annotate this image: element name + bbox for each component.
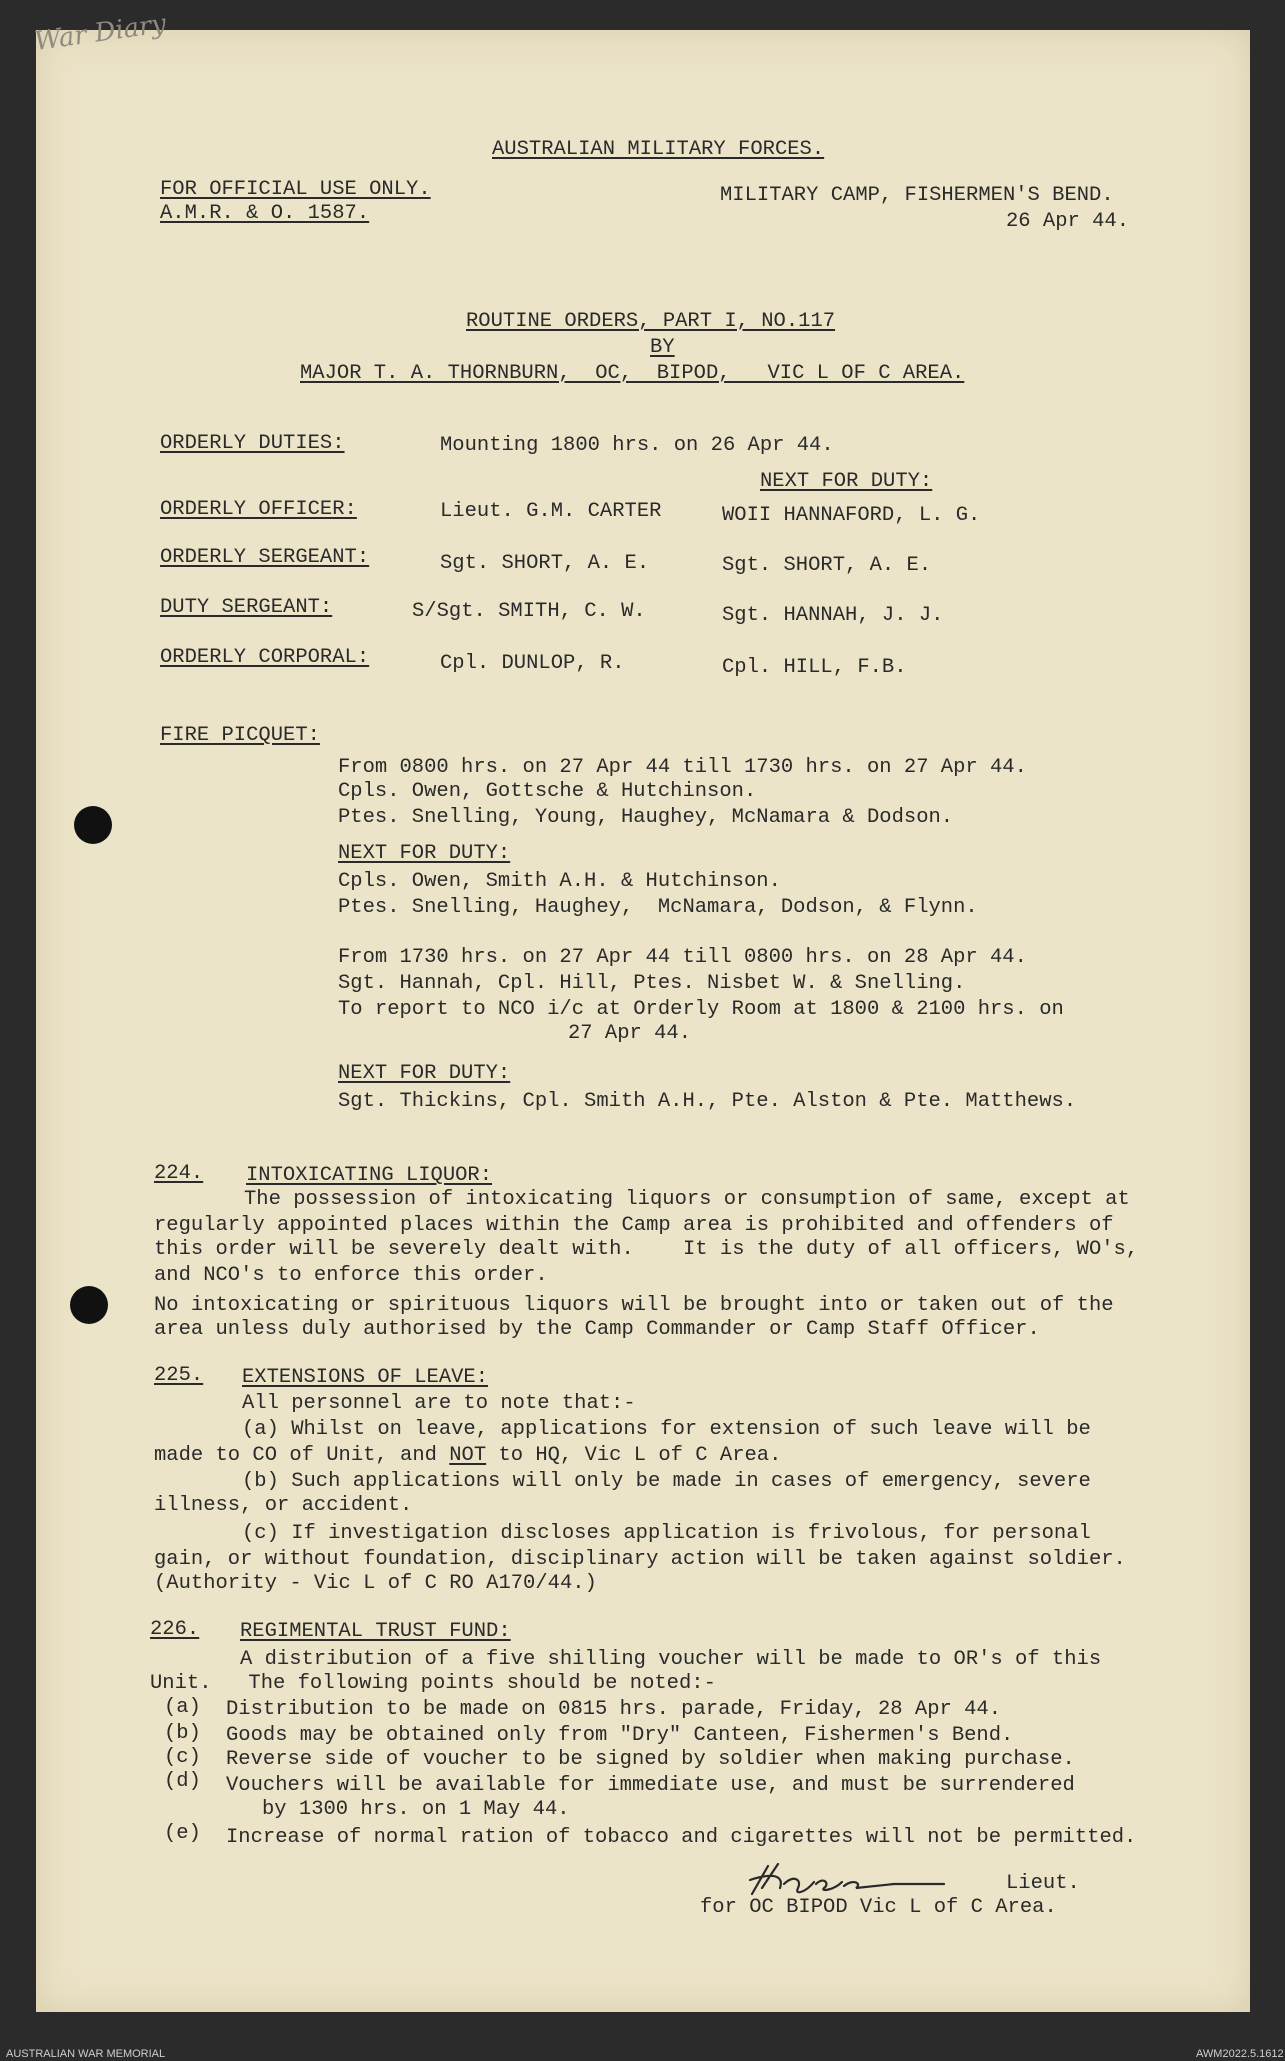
picquet-line: Sgt. Hannah, Cpl. Hill, Ptes. Nisbet W. & Snelling. <box>338 972 966 995</box>
picquet-line: Ptes. Snelling, Young, Haughey, McNamara & Dodson. <box>338 806 954 829</box>
signatory-line: for OC BIPOD Vic L of C Area. <box>700 1896 1057 1919</box>
handwritten-note: War Diary <box>32 8 168 58</box>
fire-picquet-heading: FIRE PICQUET: <box>160 724 320 747</box>
list-item: Vouchers will be available for immediate use, and must be surrendered <box>226 1774 1075 1797</box>
section-heading: EXTENSIONS OF LEAVE: <box>242 1366 489 1389</box>
list-item: by 1300 hrs. on 1 May 44. <box>262 1798 570 1821</box>
section-text: (c) If investigation discloses application is frivolous, for personal <box>242 1522 1091 1545</box>
list-item-mark: (e) <box>164 1822 201 1845</box>
camp-location: MILITARY CAMP, FISHERMEN'S BEND. <box>720 184 1114 207</box>
duty-current: Cpl. DUNLOP, R. <box>440 652 625 675</box>
section-text: A distribution of a five shilling voucher will be made to OR's of this <box>240 1648 1102 1671</box>
official-use-line: FOR OFFICIAL USE ONLY. <box>160 178 431 201</box>
section-text: All personnel are to note that:- <box>242 1392 636 1415</box>
duty-role: ORDERLY SERGEANT: <box>160 546 370 569</box>
section-text: this order will be severely dealt with. It is the duty of all officers, WO's, <box>154 1238 1139 1261</box>
orderly-duties-heading: ORDERLY DUTIES: <box>160 432 345 455</box>
section-number: 225. <box>154 1364 204 1387</box>
picquet-line: Cpls. Owen, Smith A.H. & Hutchinson. <box>338 870 781 893</box>
picquet-line: 27 Apr 44. <box>568 1022 692 1045</box>
duty-current: S/Sgt. SMITH, C. W. <box>412 600 646 623</box>
picquet-line: Sgt. Thickins, Cpl. Smith A.H., Pte. Alston & Pte. Matthews. <box>338 1090 1077 1113</box>
duty-role: ORDERLY CORPORAL: <box>160 646 370 669</box>
duty-next: Cpl. HILL, F.B. <box>722 656 907 679</box>
section-text: gain, or without foundation, disciplinary action will be taken against soldier. <box>154 1548 1126 1571</box>
signatory-rank: Lieut. <box>1006 1872 1080 1895</box>
list-item-mark: (a) <box>164 1696 201 1719</box>
orders-authority: MAJOR T. A. THORNBURN, OC, BIPOD, VIC L OF C AREA. <box>300 362 965 385</box>
section-text: made to CO of Unit, and NOT to HQ, Vic L of C Area. <box>154 1444 782 1467</box>
section-text: and NCO's to enforce this order. <box>154 1264 548 1287</box>
document-date: 26 Apr 44. <box>1006 210 1130 233</box>
section-heading: REGIMENTAL TRUST FUND: <box>240 1620 511 1643</box>
section-text: No intoxicating or spirituous liquors will be brought into or taken out of the <box>154 1294 1114 1317</box>
duty-current: Sgt. SHORT, A. E. <box>440 552 650 575</box>
duty-next: Sgt. HANNAH, J. J. <box>722 604 944 627</box>
list-item: Reverse side of voucher to be signed by soldier when making purchase. <box>226 1748 1075 1771</box>
section-heading: INTOXICATING LIQUOR: <box>246 1164 493 1187</box>
list-item-mark: (b) <box>164 1722 201 1745</box>
picquet-line: From 0800 hrs. on 27 Apr 44 till 1730 hrs. on 27 Apr 44. <box>338 756 1027 779</box>
section-text: (b) Such applications will only be made in cases of emergency, severe <box>242 1470 1091 1493</box>
picquet-line: To report to NCO i/c at Orderly Room at 1800 & 2100 hrs. on <box>338 998 1064 1021</box>
next-for-duty-label: NEXT FOR DUTY: <box>760 470 933 493</box>
next-for-duty-label: NEXT FOR DUTY: <box>338 842 511 865</box>
section-text: (Authority - Vic L of C RO A170/44.) <box>154 1572 597 1595</box>
section-number: 224. <box>154 1162 204 1185</box>
list-item: Increase of normal ration of tobacco and cigarettes will not be permitted. <box>226 1826 1137 1849</box>
regulation-ref: A.M.R. & O. 1587. <box>160 202 370 225</box>
section-text: area unless duly authorised by the Camp Commander or Camp Staff Officer. <box>154 1318 1040 1341</box>
section-text: illness, or accident. <box>154 1494 413 1517</box>
list-item-mark: (c) <box>164 1746 201 1769</box>
duty-role: DUTY SERGEANT: <box>160 596 333 619</box>
list-item-mark: (d) <box>164 1770 201 1793</box>
duty-current: Lieut. G.M. CARTER <box>440 500 662 523</box>
section-text: The possession of intoxicating liquors or consumption of same, except at <box>244 1188 1130 1211</box>
section-text: (a) Whilst on leave, applications for extension of such leave will be <box>242 1418 1091 1441</box>
punch-hole <box>70 1286 108 1324</box>
duty-role: ORDERLY OFFICER: <box>160 498 357 521</box>
next-for-duty-label: NEXT FOR DUTY: <box>338 1062 511 1085</box>
list-item: Distribution to be made on 0815 hrs. parade, Friday, 28 Apr 44. <box>226 1698 1002 1721</box>
picquet-line: From 1730 hrs. on 27 Apr 44 till 0800 hrs. on 28 Apr 44. <box>338 946 1027 969</box>
punch-hole <box>74 806 112 844</box>
section-number: 226. <box>150 1618 200 1641</box>
footer-accession: AWM2022.5.1612 <box>1196 2048 1284 2060</box>
orders-by: BY <box>650 336 675 359</box>
duty-next: Sgt. SHORT, A. E. <box>722 554 932 577</box>
duty-next: WOII HANNAFORD, L. G. <box>722 504 981 527</box>
mounting-line: Mounting 1800 hrs. on 26 Apr 44. <box>440 434 834 457</box>
list-item: Goods may be obtained only from "Dry" Canteen, Fishermen's Bend. <box>226 1724 1014 1747</box>
document-title: AUSTRALIAN MILITARY FORCES. <box>492 138 825 161</box>
section-text: Unit. The following points should be noted:- <box>150 1672 716 1695</box>
footer-institution: AUSTRALIAN WAR MEMORIAL <box>6 2048 166 2060</box>
section-text: regularly appointed places within the Camp area is prohibited and offenders of <box>154 1214 1114 1237</box>
picquet-line: Ptes. Snelling, Haughey, McNamara, Dodson, & Flynn. <box>338 896 978 919</box>
orders-title: ROUTINE ORDERS, PART I, NO.117 <box>466 310 836 333</box>
picquet-line: Cpls. Owen, Gottsche & Hutchinson. <box>338 780 757 803</box>
